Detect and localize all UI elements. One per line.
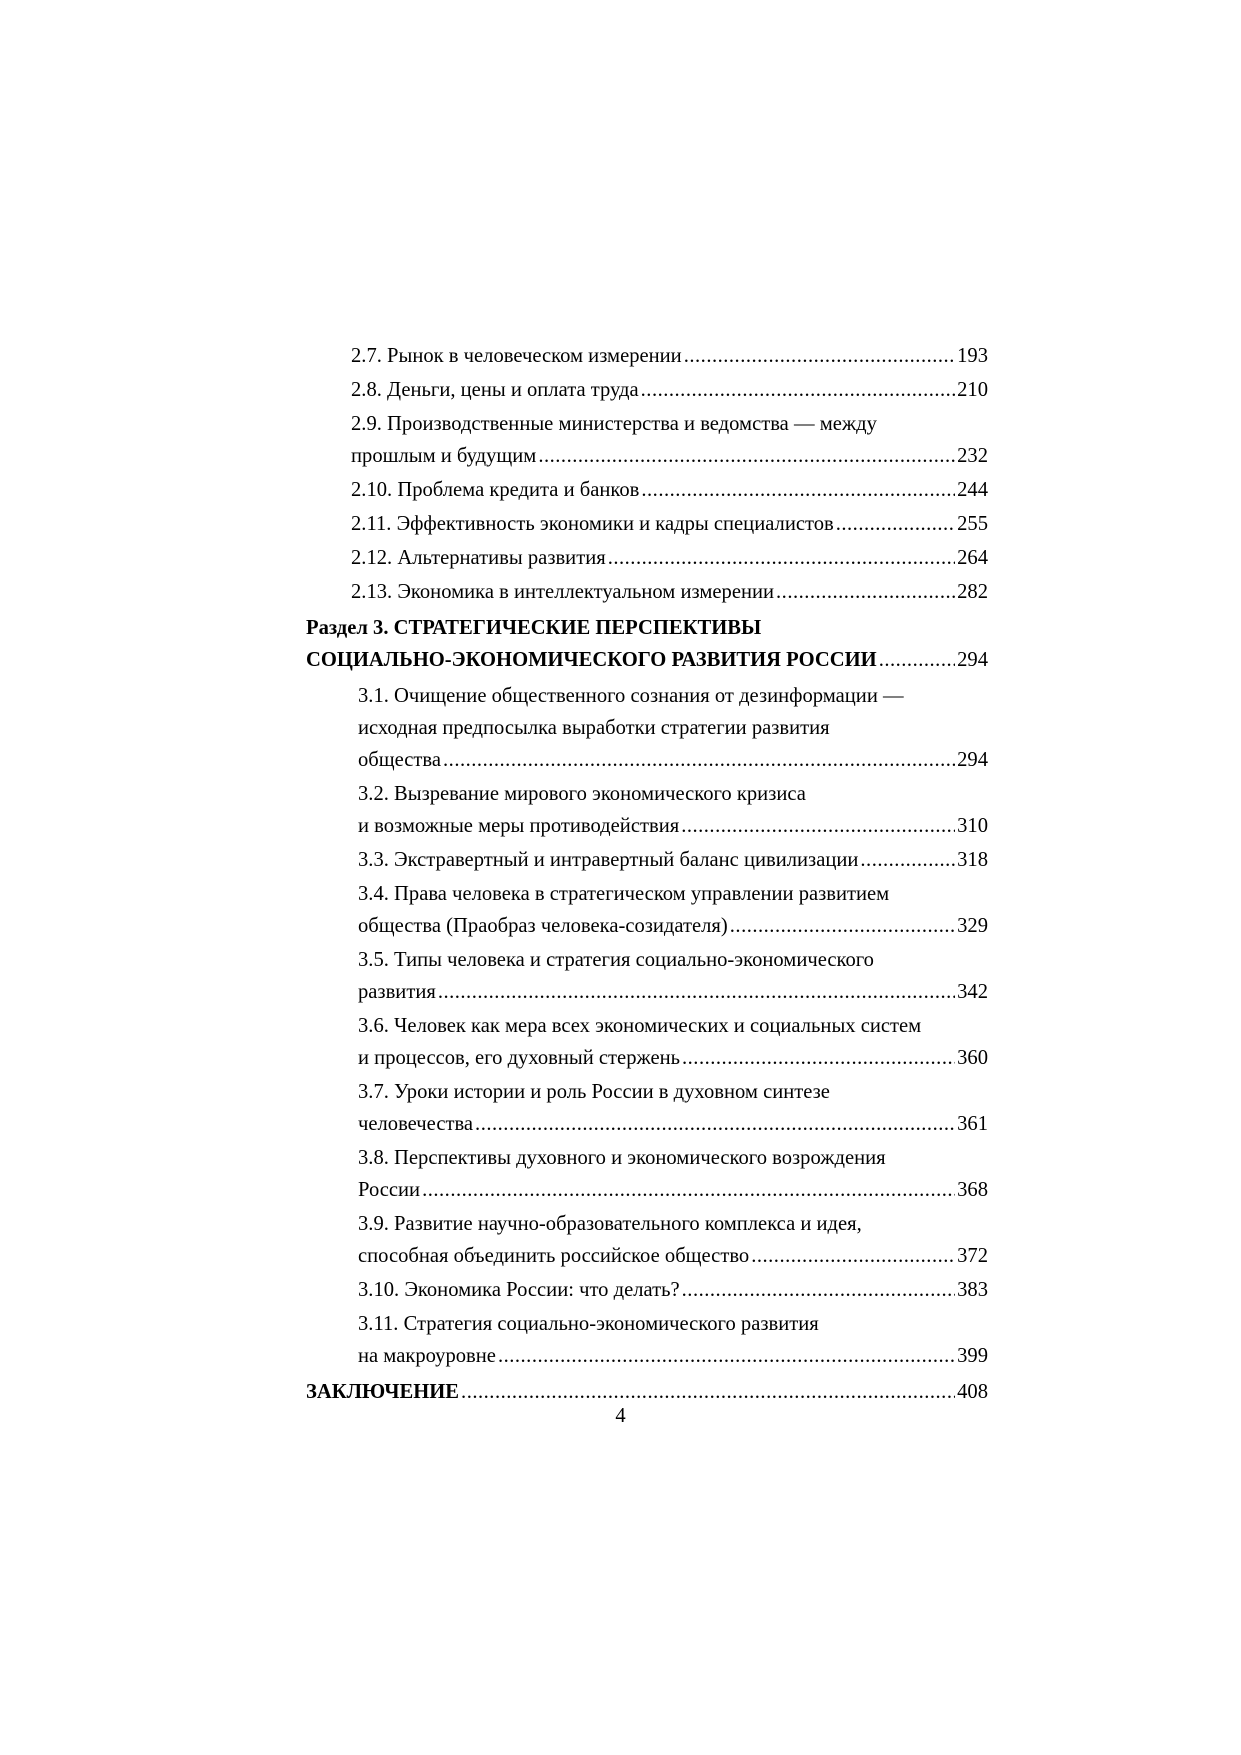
- toc-page-number: 361: [957, 1113, 988, 1135]
- dot-leader: [879, 644, 955, 676]
- toc-entry-title-line: и возможные меры противодействия: [358, 815, 680, 837]
- dot-leader: [682, 1042, 955, 1074]
- toc-page-number: 383: [957, 1279, 988, 1301]
- toc-entry: [306, 408, 988, 472]
- toc-entry-title-line: 3.2. Вызревание мирового экономического кризиса: [358, 783, 806, 805]
- toc-entry: [306, 844, 988, 876]
- dot-leader: [461, 1376, 955, 1408]
- dot-leader: [443, 744, 955, 776]
- toc-section-heading: [306, 612, 988, 676]
- toc-entry-title-line: 3.3. Экстравертный и интравертный баланс цивилизации: [358, 849, 859, 871]
- toc-entry-title-line: 3.4. Права человека в стратегическом управлении развитием: [358, 883, 890, 905]
- toc-entry-title-line: 2.12. Альтернативы развития: [351, 547, 606, 569]
- toc-entry-title-line: 2.13. Экономика в интеллектуальном измерении: [351, 581, 775, 603]
- toc-entry-title-line: 3.10. Экономика России: что делать?: [358, 1279, 680, 1301]
- toc-entry-title-line: ЗАКЛЮЧЕНИЕ: [306, 1381, 460, 1403]
- toc-entry-title-line: 2.7. Рынок в человеческом измерении: [351, 345, 682, 367]
- toc-page-number: 399: [957, 1345, 988, 1367]
- dot-leader: [641, 374, 955, 406]
- toc-page-number: 360: [957, 1047, 988, 1069]
- toc-page-number: 232: [957, 445, 988, 467]
- toc-page-number: 282: [957, 581, 988, 603]
- toc-entry-title-line: общества: [358, 749, 442, 771]
- toc-page-number: 294: [957, 649, 988, 671]
- toc-entry: [306, 340, 988, 372]
- toc-entry: [306, 1076, 988, 1140]
- toc-page-number: 368: [957, 1179, 988, 1201]
- toc-conclusion: [306, 1376, 988, 1408]
- toc-entry-title-line: прошлым и будущим: [351, 445, 537, 467]
- toc-entry-title-line: 2.11. Эффективность экономики и кадры специалистов: [351, 513, 834, 535]
- toc-entry-title-line: исходная предпосылка выработки стратегии развития: [358, 717, 830, 739]
- toc-entry: [306, 778, 988, 842]
- toc-entry-title-line: 2.9. Производственные министерства и ведомства — между: [351, 413, 877, 435]
- toc-page-number: 408: [957, 1381, 988, 1403]
- dot-leader: [682, 1274, 955, 1306]
- toc-entry-title-line: 2.10. Проблема кредита и банков: [351, 479, 640, 501]
- toc-entry-title-line: и процессов, его духовный стержень: [358, 1047, 680, 1069]
- toc-entry: [306, 1308, 988, 1372]
- toc-entry: [306, 680, 988, 776]
- toc-entry-title-line: общества (Праобраз человека-созидателя): [358, 915, 728, 937]
- toc-entry-title-line: 3.1. Очищение общественного сознания от дезинформации —: [358, 685, 904, 707]
- dot-leader: [684, 340, 955, 372]
- toc-entry-title-line: способная объединить российское общество: [358, 1245, 750, 1267]
- toc-entry: [306, 576, 988, 608]
- toc-page-number: 372: [957, 1245, 988, 1267]
- toc-page-number: 255: [957, 513, 988, 535]
- toc-entry-title-line: 3.5. Типы человека и стратегия социально-экономического: [358, 949, 874, 971]
- dot-leader: [836, 508, 955, 540]
- toc-entry-title-line: 3.6. Человек как мера всех экономических и социальных систем: [358, 1015, 922, 1037]
- dot-leader: [751, 1240, 955, 1272]
- toc-page-number: 210: [957, 379, 988, 401]
- dot-leader: [422, 1174, 955, 1206]
- dot-leader: [475, 1108, 955, 1140]
- page-number: 4: [615, 1405, 626, 1427]
- toc-entry: [306, 1010, 988, 1074]
- toc-page-number: 193: [957, 345, 988, 367]
- toc-entry-title-line: 3.9. Развитие научно-образовательного комплекса и идея,: [358, 1213, 862, 1235]
- toc-entry: [306, 878, 988, 942]
- dot-leader: [538, 440, 955, 472]
- toc-entry-title-line: СОЦИАЛЬНО-ЭКОНОМИЧЕСКОГО РАЗВИТИЯ РОССИИ: [306, 649, 877, 671]
- toc-entry: [306, 542, 988, 574]
- toc-entry-title-line: развития: [358, 981, 436, 1003]
- dot-leader: [608, 542, 955, 574]
- toc-entry: [306, 374, 988, 406]
- toc-page-number: 342: [957, 981, 988, 1003]
- toc-entry-title-line: 3.11. Стратегия социально-экономического развития: [358, 1313, 819, 1335]
- dot-leader: [641, 474, 955, 506]
- toc-page-number: 310: [957, 815, 988, 837]
- toc-entry: [306, 944, 988, 1008]
- toc-entry: [306, 1274, 988, 1306]
- toc-entry-title-line: 3.7. Уроки истории и роль России в духовном синтезе: [358, 1081, 830, 1103]
- toc-entry: [306, 474, 988, 506]
- toc-page-number: 244: [957, 479, 988, 501]
- toc-page-number: 329: [957, 915, 988, 937]
- dot-leader: [730, 910, 955, 942]
- toc-entry: [306, 508, 988, 540]
- toc-entry-title-line: на макроуровне: [358, 1345, 496, 1367]
- toc-entry: [306, 1142, 988, 1206]
- toc-page-number: 318: [957, 849, 988, 871]
- dot-leader: [498, 1340, 955, 1372]
- table-of-contents: [306, 340, 988, 1410]
- toc-entry-title-line: России: [358, 1179, 421, 1201]
- toc-page-number: 264: [957, 547, 988, 569]
- toc-entry-title-line: 3.8. Перспективы духовного и экономического возрождения: [358, 1147, 886, 1169]
- dot-leader: [860, 844, 955, 876]
- toc-entry-title-line: Раздел 3. СТРАТЕГИЧЕСКИЕ ПЕРСПЕКТИВЫ: [306, 617, 762, 639]
- dot-leader: [681, 810, 955, 842]
- dot-leader: [438, 976, 955, 1008]
- toc-entry-title-line: человечества: [358, 1113, 474, 1135]
- toc-entry: [306, 1208, 988, 1272]
- toc-page-number: 294: [957, 749, 988, 771]
- dot-leader: [776, 576, 955, 608]
- toc-entry-title-line: 2.8. Деньги, цены и оплата труда: [351, 379, 639, 401]
